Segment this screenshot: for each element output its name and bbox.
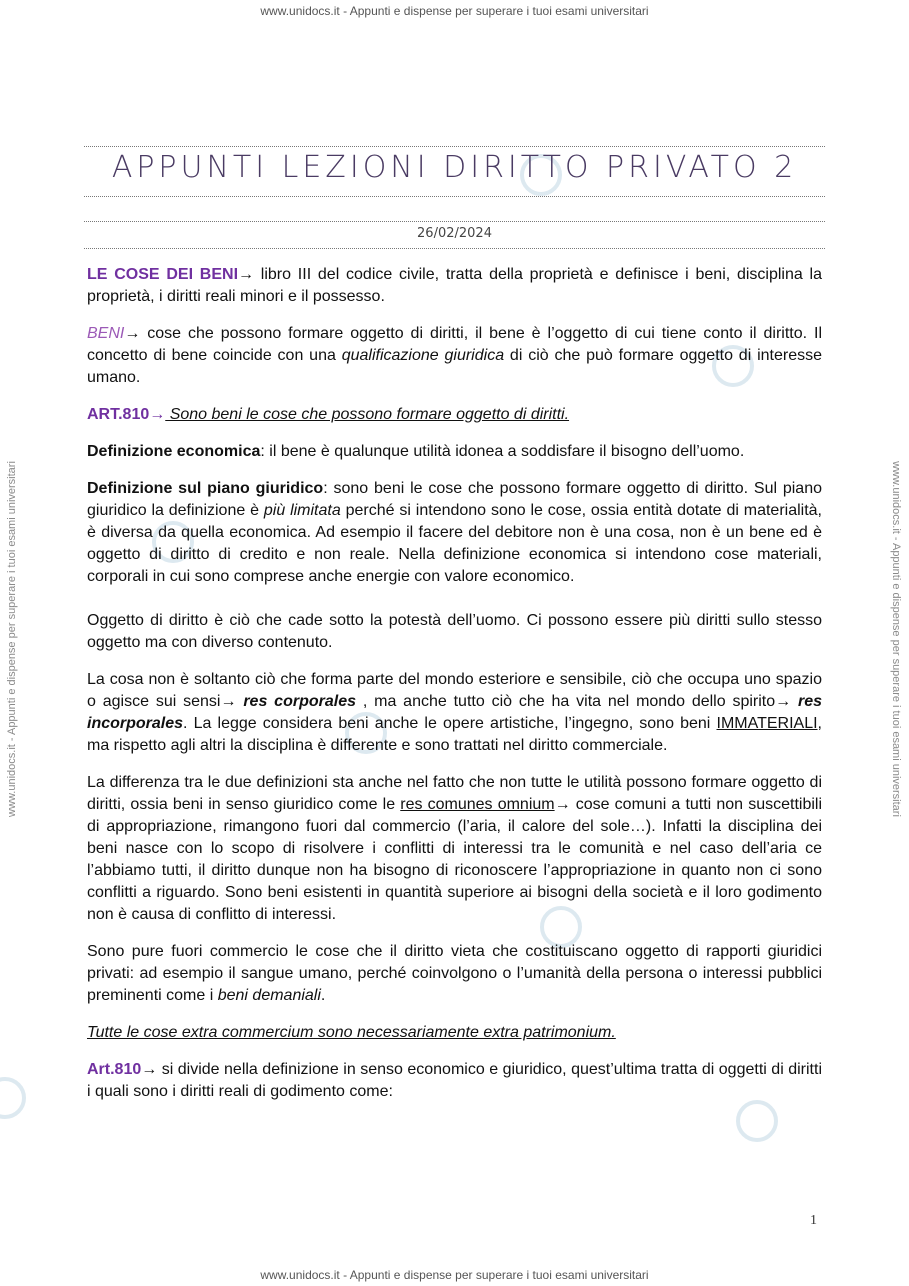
paragraph [87, 323, 822, 389]
arrow-icon: → [238, 266, 255, 283]
paragraph-text: , ma rispetto agli altri la disciplina è differente e sono trattati nel diritto commerciale. [87, 715, 822, 754]
paragraph-text: perché si intendono sono le cose, ossia entità dotate di materialità, è diversa da quella economica. Ad esempio il facere del debitore non è una cosa, non è un bene ed è oggetto di diritto di credito e non reale. Nella definizione economica si intendono cose materiali, corporali in cui sono comprese anche energie con valore economico. [87, 502, 822, 585]
emphasis-text: più limitata [263, 502, 341, 519]
title-rule-bottom [84, 196, 825, 197]
article-label: Art.810 [87, 1061, 142, 1078]
section-heading: LE COSE DEI BENI [87, 266, 239, 283]
paragraph-text: Sono pure fuori commercio le cose che il diritto vieta che costituiscano oggetto di rapporti giuridici privati: ad esempio il sangue umano, perché coinvolgono o l’umanità della persona o interessi pubblici preminenti come i [87, 943, 822, 1004]
paragraph [87, 772, 822, 926]
page-number: 1 [810, 1213, 817, 1228]
paragraph [87, 404, 822, 426]
paragraph-text: : sono beni le cose che possono formare oggetto di diritto. Sul piano giuridico la definizione è [87, 480, 823, 519]
paragraph [87, 1059, 822, 1103]
paragraph-text: → cose comuni a tutti non suscettibili di appropriazione, rimangono fuori dal commercio (l’aria, il calore del sole…). Infatti la disciplina dei beni nasce con lo scopo di risolvere i conflitti di interessi tra le comunità e nel caso dell’aria ce l’abbiamo tutti, il diritto dunque non ha bisogno di riconoscere l’appropriazione in quanto non ci sono conflitti a riguardo. Sono beni esistenti in quantità superiore ai bisogni della società e il loro godimento non è causa di conflitto di interessi. [87, 796, 823, 923]
lecture-date: 26/02/2024 [417, 226, 492, 241]
paragraph [87, 610, 822, 654]
paragraph-text: di ciò che può formare oggetto di interesse umano. [87, 347, 823, 386]
latin-term: res incorporales [87, 693, 823, 732]
document-body [87, 264, 822, 1118]
date-rule-top [84, 221, 825, 222]
paragraph [87, 1022, 822, 1044]
paragraph [87, 941, 822, 1007]
paragraph-text: , ma anche tutto ciò che ha vita nel mondo dello spirito→ [356, 693, 798, 710]
paragraph-text: : il bene è qualunque utilità idonea a soddisfare il bisogno dell’uomo. [260, 443, 745, 460]
principle-text: Tutte le cose extra commercium sono necessariamente extra patrimonium. [87, 1024, 616, 1041]
definition-label: Definizione economica [87, 443, 261, 460]
article-label: ART.810→ [87, 406, 166, 423]
paragraph-text: . La legge considera beni anche le opere artistiche, l’ingegno, sono beni [183, 715, 717, 732]
paragraph-text: → si divide nella definizione in senso economico e giuridico, quest’ultima tratta di oggetti di diritti i quali sono i diritti reali di godimento come: [87, 1061, 822, 1100]
title-rule-top [84, 146, 825, 147]
paragraph-text: La differenza tra le due definizioni sta anche nel fatto che non tutte le utilità possono formare oggetto di diritti, ossia beni in senso giuridico come le [87, 774, 822, 813]
paragraph-text: libro III del codice civile, tratta della proprietà e definisce i beni, disciplina la proprietà, i diritti reali minori e il possesso. [87, 266, 822, 305]
watermark-bottom: www.unidocs.it - Appunti e dispense per superare i tuoi esami universitari [260, 1268, 649, 1282]
term-label: BENI [87, 325, 125, 342]
paragraph [87, 441, 822, 463]
date-rule-bottom [84, 248, 825, 249]
article-text: Sono beni le cose che possono formare oggetto di diritti. [165, 406, 570, 423]
paragraph-text: Oggetto di diritto è ciò che cade sotto la potestà dell’uomo. Ci possono essere più diritti sullo stesso oggetto ma con diverso contenuto. [87, 612, 822, 651]
latin-term: res corporales [243, 693, 356, 710]
definition-label: Definizione sul piano giuridico [87, 480, 324, 497]
underlined-term: res comunes omnium [400, 796, 555, 813]
emphasis-text: qualificazione giuridica [341, 347, 505, 364]
watermark-left: www.unidocs.it - Appunti e dispense per superare i tuoi esami universitari [6, 461, 18, 817]
paragraph [87, 478, 822, 588]
underlined-term: IMMATERIALI [716, 715, 818, 732]
emphasis-text: beni demaniali [217, 987, 321, 1004]
paragraph-text: La cosa non è soltanto ciò che forma parte del mondo esteriore e sensibile, ciò che occupa uno spazio o agisce sui sensi→ [87, 671, 822, 710]
paragraph [87, 669, 822, 757]
watermark-top: www.unidocs.it - Appunti e dispense per superare i tuoi esami universitari [260, 4, 649, 18]
paragraph-text: . [320, 987, 326, 1004]
page-title: APPUNTI LEZIONI DIRITTO PRIVATO 2 [111, 150, 798, 185]
paragraph-text: → cose che possono formare oggetto di diritti, il bene è l’oggetto di cui tiene conto il diritto. Il concetto di bene coincide con una [87, 325, 822, 364]
unidocs-logo-icon [0, 1077, 26, 1119]
watermark-right: www.unidocs.it - Appunti e dispense per superare i tuoi esami universitari [890, 461, 902, 817]
paragraph [87, 264, 822, 308]
